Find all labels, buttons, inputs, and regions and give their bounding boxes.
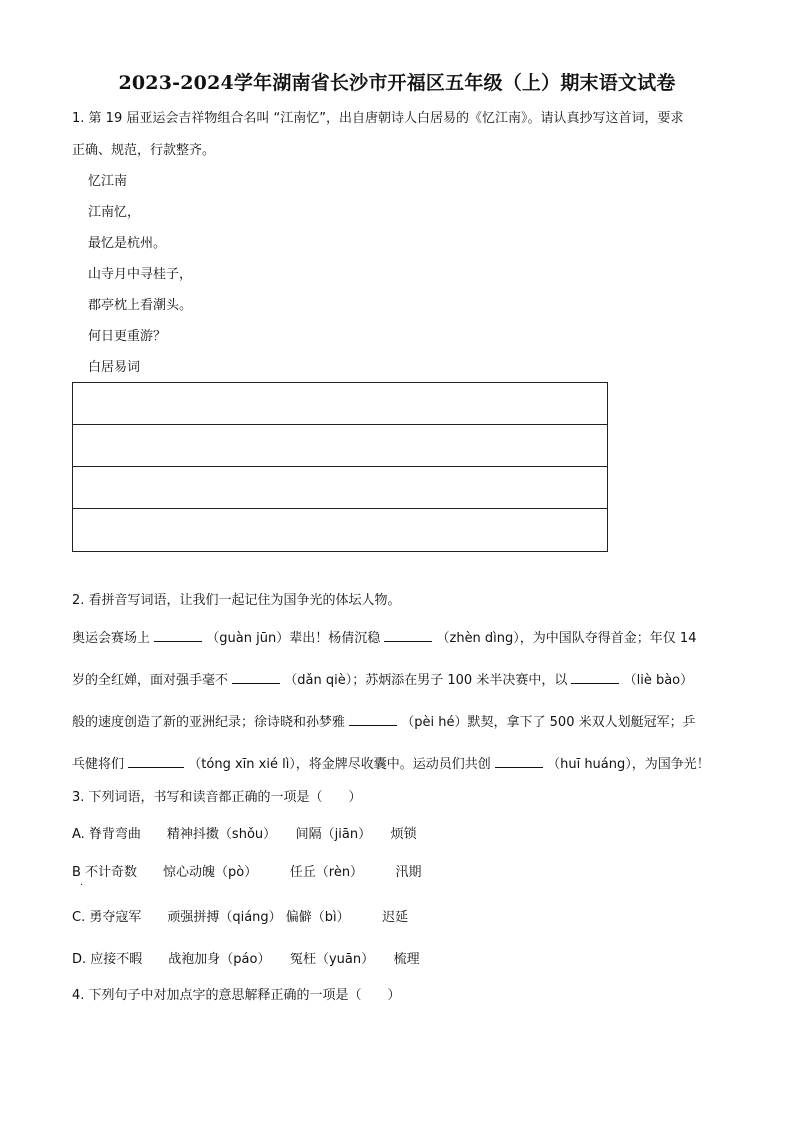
q2-text: （guàn jūn）辈出！杨倩沉稳: [206, 631, 381, 646]
q2-text: 般的速度创造了新的亚洲纪录；徐诗晓和孙梦雅: [72, 715, 346, 730]
writing-row[interactable]: [73, 425, 607, 467]
poem-line: 郡亭枕上看潮头。: [88, 298, 193, 313]
q2-text: 岁的全红婵，面对强手毫不: [72, 673, 229, 688]
writing-row[interactable]: [73, 383, 607, 425]
q2-text: （liè bào）: [623, 673, 694, 688]
answer-blank[interactable]: [384, 629, 432, 642]
q4-heading: 4. 下列句子中对加点字的意思解释正确的一项是（ ）: [72, 988, 401, 1003]
writing-grid[interactable]: [72, 382, 608, 552]
q2-text: （zhèn dìng），为中国队夺得首金；年仅 14: [436, 631, 697, 646]
q2-line-2: [72, 671, 693, 690]
poem-line: 山寺月中寻桂子，: [88, 267, 193, 282]
q3-option-a[interactable]: A. 脊背弯曲 精神抖擞（shǒu） 间隔（jiān） 烦锁: [72, 827, 417, 842]
q2-text: （pèi hé）默契，拿下了 500 米双人划艇冠军；乒: [401, 715, 696, 730]
q2-line-1: [72, 629, 696, 648]
poem-line: 白居易词: [88, 360, 141, 375]
q3-option-b[interactable]: B 不计奇数 惊心动魄（pò） 任丘（rèn） 汛期: [72, 865, 422, 880]
q2-text: 乓健将们: [72, 757, 125, 772]
answer-blank[interactable]: [128, 755, 184, 768]
q3-heading: 3. 下列词语，书写和读音都正确的一项是（ ）: [72, 790, 362, 805]
writing-row[interactable]: [73, 467, 607, 509]
q3-option-d[interactable]: D. 应接不暇 战袍加身（páo） 冤枉（yuān） 梳理: [72, 952, 420, 967]
q1-prompt-line-1: 1. 第 19 届亚运会吉祥物组合名叫 “江南忆”，出自唐朝诗人白居易的《忆江南》。请认真抄写这首词，要求: [72, 111, 684, 126]
answer-blank[interactable]: [495, 755, 543, 768]
poem-line: 江南忆，: [88, 205, 141, 220]
answer-blank[interactable]: [571, 671, 619, 684]
q2-text: （dǎn qiè）；苏炳添在男子 100 米半决赛中，以: [284, 673, 568, 688]
bullet-dot: ·: [80, 880, 84, 891]
page-title: 2023-2024学年湖南省长沙市开福区五年级（上）期末语文试卷: [118, 72, 676, 94]
poem-line: 最忆是杭州。: [88, 236, 167, 251]
q2-text: （huī huáng），为国争光！: [547, 757, 710, 772]
q1-prompt-line-2: 正确、规范，行款整齐。: [72, 143, 216, 158]
answer-blank[interactable]: [232, 671, 280, 684]
poem-line: 何日更重游？: [88, 329, 167, 344]
q3-option-c[interactable]: C. 勇夺寇军 顽强拼搏（qiáng） 偏僻（bì） 迟延: [72, 910, 409, 925]
answer-blank[interactable]: [349, 713, 397, 726]
poem-line: 忆江南: [88, 174, 128, 189]
q2-line-4: [72, 755, 710, 774]
q2-line-3: [72, 713, 696, 732]
q2-text: 奥运会赛场上: [72, 631, 151, 646]
q2-text: （tóng xīn xié lì），将金牌尽收囊中。运动员们共创: [188, 757, 491, 772]
q2-heading: 2. 看拼音写词语，让我们一起记住为国争光的体坛人物。: [72, 593, 401, 608]
answer-blank[interactable]: [154, 629, 202, 642]
writing-row[interactable]: [73, 509, 607, 551]
